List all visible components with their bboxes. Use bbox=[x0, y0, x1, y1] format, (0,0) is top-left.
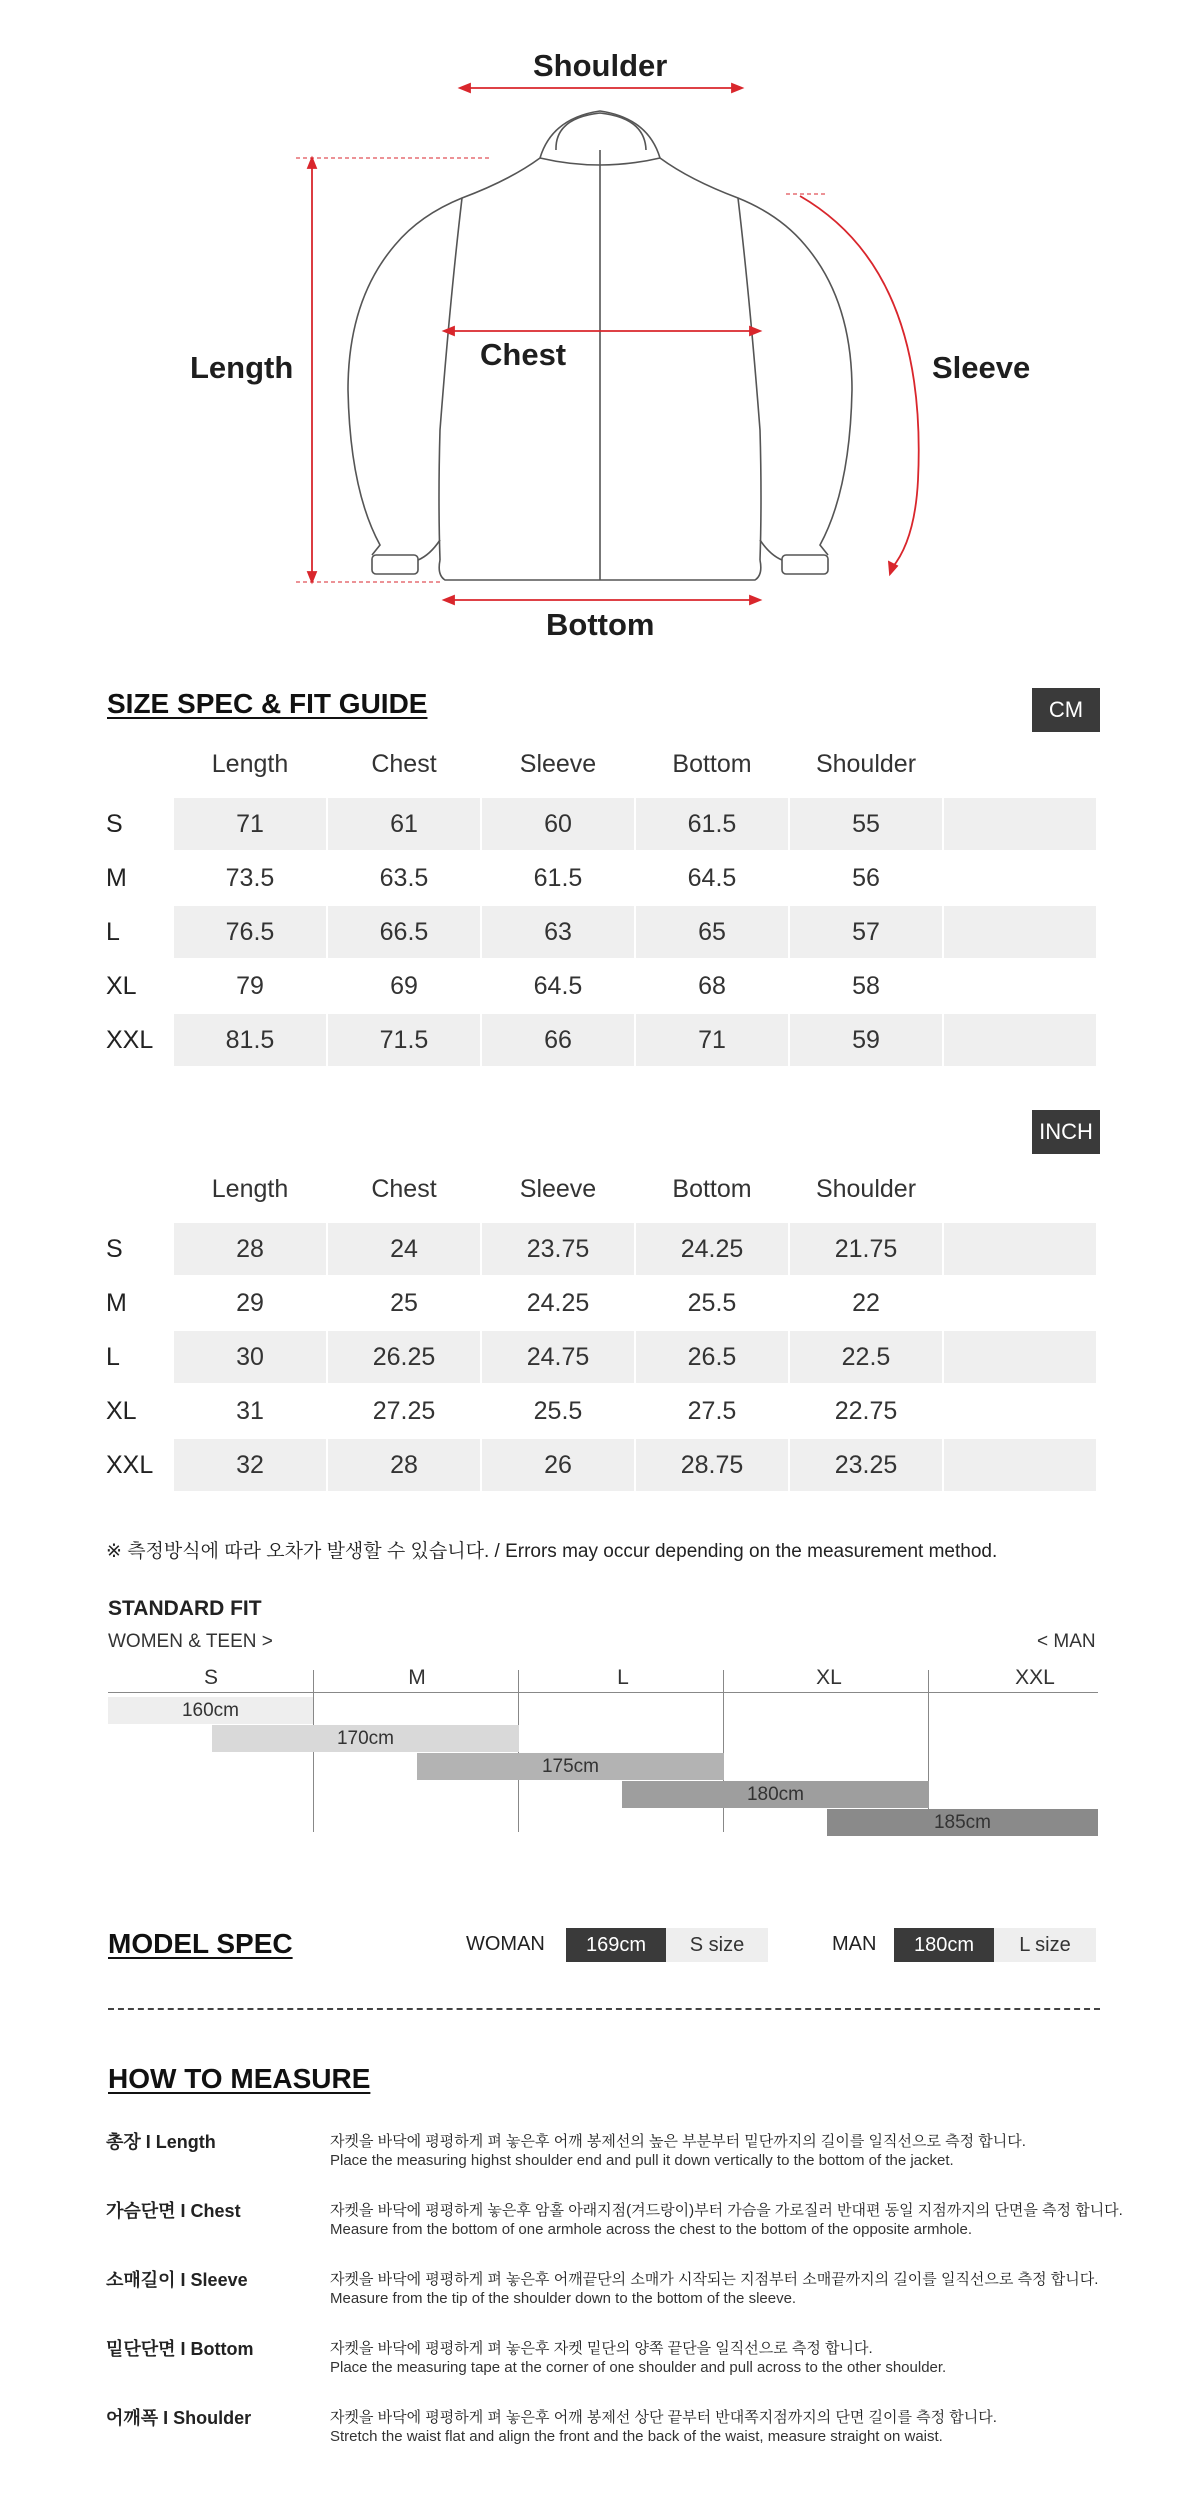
table-cell: 79 bbox=[236, 971, 264, 1000]
size-label: M bbox=[106, 1289, 127, 1317]
size-label: M bbox=[106, 864, 127, 892]
size-label: L bbox=[106, 1343, 120, 1371]
table-cell-empty bbox=[944, 960, 1096, 1012]
table-cell: 23.25 bbox=[790, 1439, 942, 1491]
table-cell-empty bbox=[944, 1331, 1096, 1383]
table-cell: 61.5 bbox=[636, 798, 788, 850]
women-teen-label: WOMEN & TEEN > bbox=[108, 1631, 273, 1652]
fit-axis-line bbox=[108, 1692, 1098, 1693]
table-cell: 65 bbox=[636, 906, 788, 958]
man-model-label: MAN bbox=[832, 1933, 877, 1955]
measure-item-english: Stretch the waist flat and align the front and the back of the waist, measure straight on waist. bbox=[330, 2428, 943, 2445]
measure-item-korean: 자켓을 바닥에 평평하게 펴 놓은후 어깨 봉제선 상단 끝부터 반대쪽지점까지의 단면 길이를 측정 합니다. bbox=[330, 2409, 997, 2426]
table-cell: 81.5 bbox=[174, 1014, 326, 1066]
table-cell: 26.5 bbox=[636, 1331, 788, 1383]
size-spec-title: SIZE SPEC & FIT GUIDE bbox=[107, 688, 428, 719]
table-cell: 28.75 bbox=[636, 1439, 788, 1491]
table-cell: 25.5 bbox=[533, 1396, 583, 1425]
size-label: XXL bbox=[106, 1026, 154, 1054]
fit-height-bar: 170cm bbox=[212, 1725, 519, 1752]
measure-item-korean: 자켓을 바닥에 평평하게 펴 놓은후 어깨 봉제선의 높은 부분부터 밑단까지의 길이를 일직선으로 측정 합니다. bbox=[330, 2133, 1026, 2150]
table-cell: 58 bbox=[852, 971, 880, 1000]
table-cell: 27.5 bbox=[687, 1396, 737, 1425]
table-cell: 73.5 bbox=[225, 863, 275, 892]
table-cell: 31 bbox=[236, 1396, 264, 1425]
table-cell: 63.5 bbox=[379, 863, 429, 892]
measure-item-english: Place the measuring highst shoulder end and pull it down vertically to the bottom of the jacket. bbox=[330, 2152, 954, 2169]
fit-size-label: L bbox=[617, 1666, 629, 1689]
column-header-sleeve: Sleeve bbox=[519, 750, 597, 778]
chest-label: Chest bbox=[480, 337, 567, 372]
fit-height-bar: 175cm bbox=[417, 1753, 724, 1780]
column-header-length: Length bbox=[211, 1175, 289, 1203]
table-cell: 25.5 bbox=[687, 1288, 737, 1317]
shoulder-label: Shoulder bbox=[533, 48, 668, 83]
measure-item-korean: 자켓을 바닥에 평평하게 놓은후 암홀 아래지점(겨드랑이)부터 가슴을 가로질러 반대편 동일 지점까지의 단면을 측정 합니다. bbox=[330, 2202, 1123, 2219]
table-cell: 60 bbox=[482, 798, 634, 850]
sleeve-label: Sleeve bbox=[932, 350, 1031, 385]
table-cell: 56 bbox=[852, 863, 880, 892]
table-cell: 71 bbox=[636, 1014, 788, 1066]
measure-item-label: 소매길이 I Sleeve bbox=[106, 2270, 248, 2290]
table-cell: 23.75 bbox=[482, 1223, 634, 1275]
section-divider bbox=[108, 2008, 1100, 2010]
table-cell: 61.5 bbox=[533, 863, 583, 892]
table-cell: 69 bbox=[390, 971, 418, 1000]
table-cell: 25 bbox=[390, 1288, 418, 1317]
fit-size-label: XXL bbox=[1015, 1666, 1055, 1689]
measure-item-english: Measure from the bottom of one armhole across the chest to the bottom of the opposite armhole. bbox=[330, 2221, 973, 2238]
table-cell: 66.5 bbox=[328, 906, 480, 958]
table-cell: 24.25 bbox=[526, 1288, 590, 1317]
table-cell: 71.5 bbox=[328, 1014, 480, 1066]
measure-item-korean: 자켓을 바닥에 평평하게 펴 놓은후 자켓 밑단의 양쪽 끝단을 일직선으로 측정 합니다. bbox=[330, 2340, 873, 2357]
size-label: XL bbox=[106, 1397, 137, 1425]
size-label: XXL bbox=[106, 1451, 154, 1479]
table-cell-empty bbox=[944, 1277, 1096, 1329]
how-to-measure-title: HOW TO MEASURE bbox=[108, 2063, 371, 2094]
measure-item-english: Place the measuring tape at the corner of one shoulder and pull across to the other shoulder. bbox=[330, 2359, 947, 2376]
fit-height-bar: 160cm bbox=[108, 1697, 313, 1724]
measure-item-label: 밑단단면 I Bottom bbox=[106, 2339, 254, 2359]
table-cell: 22 bbox=[852, 1288, 880, 1317]
table-cell: 28 bbox=[328, 1439, 480, 1491]
bottom-label: Bottom bbox=[546, 607, 655, 642]
table-cell: 24.25 bbox=[636, 1223, 788, 1275]
size-label: S bbox=[106, 810, 123, 838]
table-cell: 71 bbox=[174, 798, 326, 850]
table-cell: 26.25 bbox=[328, 1331, 480, 1383]
table-cell: 57 bbox=[790, 906, 942, 958]
table-cell-empty bbox=[944, 852, 1096, 904]
table-cell: 63 bbox=[482, 906, 634, 958]
jacket-outline-illustration bbox=[0, 0, 1200, 680]
man-size-badge: L size bbox=[994, 1928, 1096, 1962]
table-cell: 68 bbox=[698, 971, 726, 1000]
column-header-chest: Chest bbox=[371, 1175, 437, 1203]
table-cell-empty bbox=[944, 1223, 1096, 1275]
man-label: < MAN bbox=[1037, 1631, 1096, 1652]
table-cell-empty bbox=[944, 1385, 1096, 1437]
table-cell: 22.5 bbox=[790, 1331, 942, 1383]
column-header-shoulder: Shoulder bbox=[815, 1175, 917, 1203]
fit-height-bar: 180cm bbox=[622, 1781, 929, 1808]
table-cell-empty bbox=[944, 1014, 1096, 1066]
measure-item-english: Measure from the tip of the shoulder down to the bottom of the sleeve. bbox=[330, 2290, 797, 2307]
standard-fit-title: STANDARD FIT bbox=[108, 1597, 262, 1620]
table-cell: 22.75 bbox=[834, 1396, 898, 1425]
fit-size-label: S bbox=[203, 1666, 218, 1689]
measure-item-label: 어깨폭 I Shoulder bbox=[106, 2408, 252, 2428]
table-cell-empty bbox=[944, 1439, 1096, 1491]
table-cell: 59 bbox=[790, 1014, 942, 1066]
size-label: XL bbox=[106, 972, 137, 1000]
table-cell: 61 bbox=[328, 798, 480, 850]
unit-badge-cm: CM bbox=[1032, 688, 1100, 732]
table-cell: 24 bbox=[328, 1223, 480, 1275]
table-cell: 66 bbox=[482, 1014, 634, 1066]
table-cell: 32 bbox=[174, 1439, 326, 1491]
measure-item-korean: 자켓을 바닥에 평평하게 펴 놓은후 어깨끝단의 소매가 시작되는 지점부터 소매끝까지의 길이를 일직선으로 측정 합니다. bbox=[330, 2271, 1099, 2288]
man-height-badge: 180cm bbox=[894, 1928, 994, 1962]
table-cell-empty bbox=[944, 798, 1096, 850]
size-label: S bbox=[106, 1235, 123, 1263]
measure-item-label: 가슴단면 I Chest bbox=[106, 2201, 241, 2221]
table-cell: 24.75 bbox=[482, 1331, 634, 1383]
column-header-bottom: Bottom bbox=[672, 750, 752, 778]
woman-height-badge: 169cm bbox=[566, 1928, 666, 1962]
column-header-length: Length bbox=[211, 750, 289, 778]
measure-item-label: 총장 I Length bbox=[106, 2132, 216, 2152]
table-cell-empty bbox=[944, 906, 1096, 958]
woman-label: WOMAN bbox=[466, 1933, 545, 1955]
table-cell: 26 bbox=[482, 1439, 634, 1491]
table-cell: 76.5 bbox=[174, 906, 326, 958]
table-cell: 30 bbox=[174, 1331, 326, 1383]
table-cell: 21.75 bbox=[790, 1223, 942, 1275]
column-header-shoulder: Shoulder bbox=[815, 750, 917, 778]
measurement-note: ※ 측정방식에 따라 오차가 발생할 수 있습니다. / Errors may occur depending on the measurement method. bbox=[106, 1541, 998, 1562]
size-label: L bbox=[106, 918, 120, 946]
column-header-sleeve: Sleeve bbox=[519, 1175, 597, 1203]
table-cell: 55 bbox=[790, 798, 942, 850]
table-cell: 29 bbox=[236, 1288, 264, 1317]
column-header-bottom: Bottom bbox=[672, 1175, 752, 1203]
table-cell: 64.5 bbox=[533, 971, 583, 1000]
length-label: Length bbox=[190, 350, 294, 385]
fit-size-label: M bbox=[408, 1666, 426, 1689]
table-cell: 27.25 bbox=[372, 1396, 436, 1425]
column-header-chest: Chest bbox=[371, 750, 437, 778]
woman-size-badge: S size bbox=[666, 1928, 768, 1962]
table-cell: 28 bbox=[174, 1223, 326, 1275]
jacket-measurement-diagram bbox=[0, 0, 1200, 680]
unit-badge-inch: INCH bbox=[1032, 1110, 1100, 1154]
table-cell: 64.5 bbox=[687, 863, 737, 892]
model-spec-title: MODEL SPEC bbox=[108, 1928, 293, 1959]
fit-size-label: XL bbox=[816, 1666, 842, 1689]
fit-height-bar: 185cm bbox=[827, 1809, 1098, 1836]
